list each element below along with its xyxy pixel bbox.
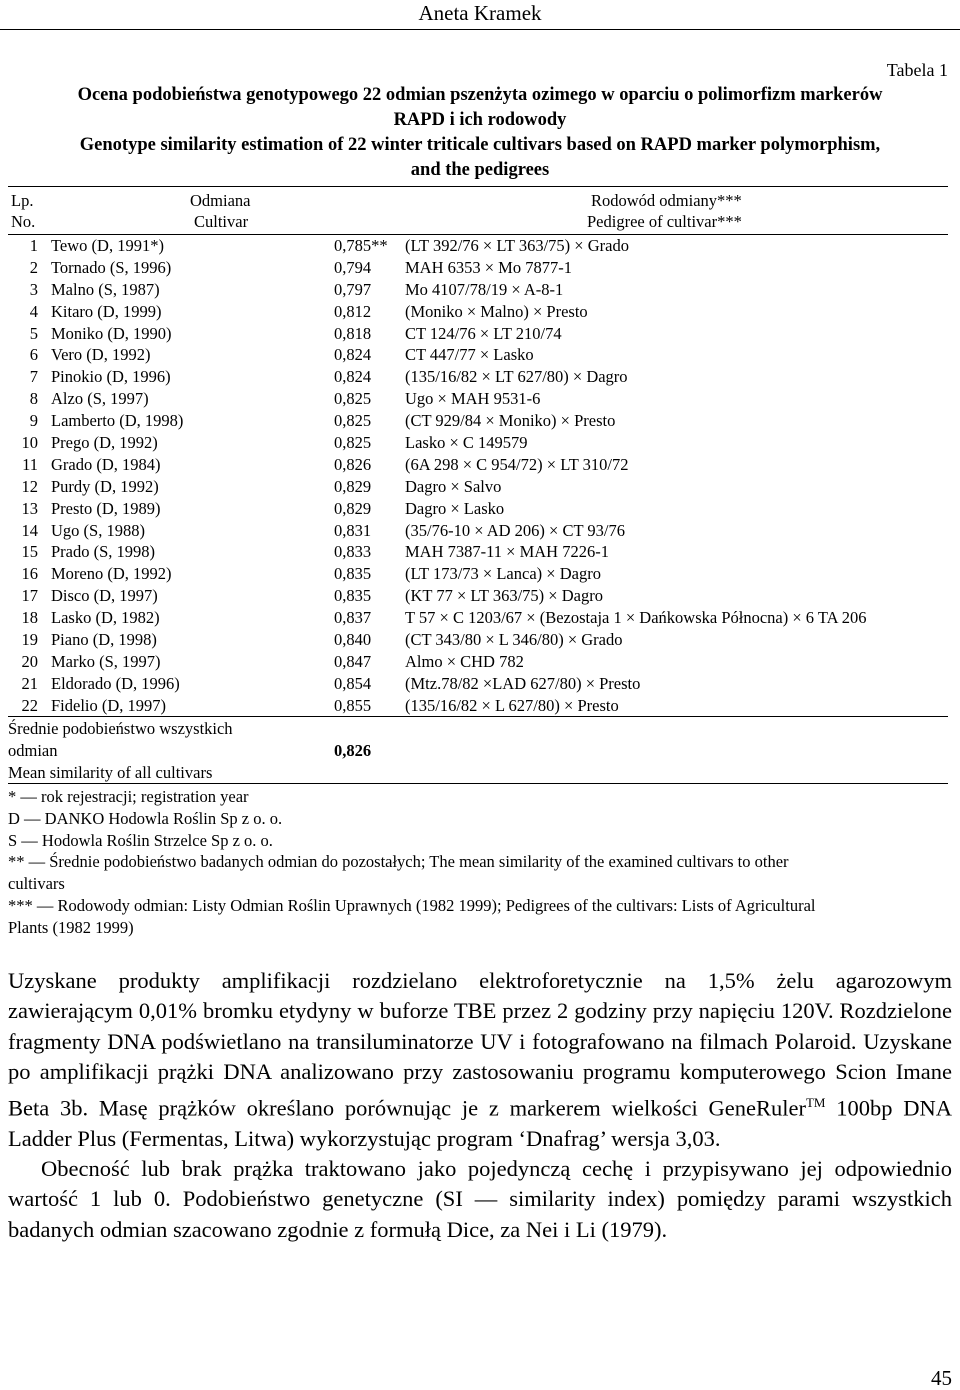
row-number: 1 — [29, 236, 38, 255]
header-odmiana: Odmiana — [190, 191, 251, 210]
row-cultivar: Malno (S, 1987) — [51, 279, 160, 299]
row-number: 17 — [21, 586, 38, 606]
footnote: S — Hodowla Roślin Strzelce Sp z o. o. — [8, 830, 273, 850]
row-pedigree: (Mtz.78/82 ×LAD 627/80) × Presto — [405, 673, 641, 693]
row-number: 9 — [29, 411, 38, 431]
row-number: 10 — [21, 433, 38, 453]
row-number: 11 — [22, 454, 38, 474]
row-cultivar: Marko (S, 1997) — [51, 651, 161, 671]
row-cultivar: Pinokio (D, 1996) — [51, 367, 171, 387]
row-similarity: 0,825 — [334, 389, 372, 409]
row-similarity: 0,835 — [334, 586, 372, 606]
table-row — [8, 498, 953, 520]
table-row — [8, 432, 953, 454]
row-similarity: 0,826 — [334, 454, 372, 474]
row-pedigree: (KT 77 × LT 363/75) × Dagro — [405, 586, 603, 606]
row-similarity: 0,840 — [334, 630, 372, 650]
table-body — [8, 235, 953, 717]
row-cultivar: Moreno (D, 1992) — [51, 564, 172, 584]
header-rodowod: Rodowód odmiany*** — [591, 191, 742, 210]
row-cultivar: Grado (D, 1984) — [51, 454, 161, 474]
row-similarity: 0,794 — [334, 257, 372, 277]
row-number: 14 — [21, 520, 38, 540]
row-cultivar: Lasko (D, 1982) — [51, 608, 160, 628]
row-number: 6 — [29, 345, 38, 365]
row-similarity: 0,785** — [334, 236, 388, 255]
paragraph-text: 100bp DNA Ladder Plus (Fermentas, Litwa) wykorzystując program ‘Dnafrag’ wersja 3,03. — [8, 1095, 953, 1151]
table-row — [8, 344, 953, 366]
row-similarity: 0,797 — [334, 279, 372, 299]
row-pedigree: (Moniko × Malno) × Presto — [405, 301, 588, 321]
row-cultivar: Moniko (D, 1990) — [51, 323, 172, 343]
row-number: 5 — [29, 323, 38, 343]
mean-value: 0,826 — [334, 741, 372, 760]
row-cultivar: Disco (D, 1997) — [51, 586, 158, 606]
row-pedigree: T 57 × C 1203/67 × (Bezostaja 1 × Dańkowska Północna) × 6 TA 206 — [405, 608, 867, 628]
header-no: No. — [11, 212, 36, 231]
footnote: D — DANKO Hodowla Roślin Sp z o. o. — [8, 808, 283, 828]
row-cultivar: Lamberto (D, 1998) — [51, 411, 184, 431]
row-cultivar: Eldorado (D, 1996) — [51, 673, 180, 693]
row-similarity: 0,825 — [334, 411, 372, 431]
table-row — [8, 257, 953, 279]
row-cultivar: Prado (S, 1998) — [51, 542, 156, 562]
row-similarity: 0,855 — [334, 695, 372, 715]
table-row — [8, 629, 953, 651]
row-similarity: 0,847 — [334, 651, 372, 671]
table-row — [8, 476, 953, 498]
table-row — [8, 607, 953, 629]
table-row — [8, 366, 953, 388]
row-similarity: 0,812 — [334, 301, 372, 321]
row-similarity: 0,831 — [334, 520, 372, 540]
row-cultivar: Vero (D, 1992) — [51, 345, 151, 365]
row-pedigree: (LT 173/73 × Lanca) × Dagro — [405, 564, 601, 584]
row-number: 15 — [21, 542, 38, 562]
body-text — [8, 966, 952, 1245]
row-similarity: 0,829 — [334, 498, 372, 518]
row-cultivar: Ugo (S, 1988) — [51, 520, 145, 540]
table-row — [8, 301, 953, 323]
row-pedigree: CT 124/76 × LT 210/74 — [405, 323, 562, 343]
row-cultivar: Fidelio (D, 1997) — [51, 695, 167, 715]
row-pedigree: Dagro × Salvo — [405, 476, 502, 496]
row-pedigree: Dagro × Lasko — [405, 498, 505, 518]
row-number: 19 — [21, 630, 38, 650]
table-row — [8, 279, 953, 301]
header-cultivar: Cultivar — [194, 212, 249, 231]
row-similarity: 0,854 — [334, 673, 372, 693]
table-row — [8, 695, 953, 717]
row-pedigree: MAH 6353 × Mo 7877-1 — [405, 257, 572, 277]
table-title — [0, 83, 960, 183]
row-number: 12 — [21, 476, 38, 496]
footnote: cultivars — [8, 874, 65, 894]
footnote: *** — Rodowody odmian: Listy Odmian Roślin Uprawnych (1982 1999); Pedigrees of the cultivars: Lists of Agricultural — [8, 895, 816, 915]
row-similarity: 0,818 — [334, 323, 372, 343]
row-pedigree: Almo × CHD 782 — [405, 651, 524, 671]
row-number: 2 — [29, 257, 38, 277]
table-title-line: Ocena podobieństwa genotypowego 22 odmian pszenżyta ozimego w oparciu o polimorfizm markerów — [77, 85, 883, 105]
row-number: 4 — [29, 301, 38, 321]
row-similarity: 0,825 — [334, 433, 372, 453]
row-pedigree: CT 447/77 × Lasko — [405, 345, 534, 365]
row-pedigree: MAH 7387-11 × MAH 7226-1 — [405, 542, 609, 562]
table-body-rule — [8, 716, 948, 717]
table-row — [8, 388, 953, 410]
row-pedigree: (CT 929/84 × Moniko) × Presto — [405, 411, 616, 431]
page-number: 45 — [931, 1366, 952, 1390]
row-cultivar: Piano (D, 1998) — [51, 630, 157, 650]
row-pedigree: (35/76-10 × AD 206) × CT 93/76 — [405, 520, 625, 540]
row-number: 20 — [21, 651, 38, 671]
table-row — [8, 323, 953, 345]
row-pedigree: Mo 4107/78/19 × A-8-1 — [405, 279, 564, 299]
row-similarity: 0,829 — [334, 476, 372, 496]
running-header-author: Aneta Kramek — [418, 1, 542, 25]
row-number: 13 — [21, 498, 38, 518]
mean-label-en: Mean similarity of all cultivars — [8, 763, 213, 782]
table-top-rule — [8, 186, 948, 187]
table-title-line: Genotype similarity estimation of 22 winter triticale cultivars based on RAPD marker polymorphism, — [79, 135, 881, 155]
row-pedigree: (LT 392/76 × LT 363/75) × Grado — [405, 236, 629, 255]
footnote: ** — Średnie podobieństwo badanych odmian do pozostałych; The mean similarity of the examined cultivars to other — [8, 852, 789, 872]
row-pedigree: Lasko × C 149579 — [405, 433, 528, 453]
row-pedigree: (CT 343/80 × L 346/80) × Grado — [405, 630, 623, 650]
table-row — [8, 673, 953, 695]
table-row — [8, 585, 953, 607]
header-rule — [0, 29, 960, 30]
table-footnotes — [8, 786, 953, 939]
row-pedigree: Ugo × MAH 9531-6 — [405, 389, 541, 409]
table-row — [8, 235, 953, 257]
table-title-line: and the pedigrees — [410, 160, 550, 180]
table-row — [8, 651, 953, 673]
row-similarity: 0,824 — [334, 345, 372, 365]
row-similarity: 0,835 — [334, 564, 372, 584]
table-title-line: RAPD i ich rodowody — [393, 110, 567, 130]
mean-label-pl-cont: odmian — [8, 741, 58, 760]
table-row — [8, 454, 953, 476]
row-similarity: 0,833 — [334, 542, 372, 562]
row-number: 18 — [21, 608, 38, 628]
paragraph-text: Uzyskane produkty amplifikacji rozdzielano elektroforetycznie na 1,5% żelu agarozowym zawierającym 0,01% bromku etydyny w buforze TBE przez 2 godziny przy napięciu 120V. Rozdzielone fragmenty DNA podświetlano na transiluminatorze UV i fotografowano na filmach Polaroid. Uzyskane po amplifikacji prążki DNA analizowano przy zastosowaniu programu komputerowego Scion Imane Beta 3b. Masę prążków określano porównując je z markerem wielkości GeneRuler — [8, 968, 952, 1121]
row-cultivar: Alzo (S, 1997) — [51, 389, 149, 409]
row-number: 8 — [29, 389, 38, 409]
table-row — [8, 563, 953, 585]
row-cultivar: Prego (D, 1992) — [51, 433, 158, 453]
paragraph: Obecność lub brak prążka traktowano jako pojedynczą cechę i przypisywano jej odpowiednio wartość 1 lub 0. Podobieństwo genetyczne (SI — similarity index) pomiędzy parami wszystkich badanych odmian szacowano zgodnie z formułą Dice, za Nei i Li (1979). — [8, 1155, 952, 1242]
row-number: 7 — [29, 367, 38, 387]
row-pedigree: (135/16/82 × L 627/80) × Presto — [405, 695, 619, 715]
row-similarity: 0,824 — [334, 367, 372, 387]
row-cultivar: Purdy (D, 1992) — [51, 476, 159, 496]
table-row — [8, 410, 953, 432]
footnote: * — rok rejestracji; registration year — [8, 787, 249, 806]
table-label: Tabela 1 — [886, 60, 948, 80]
row-pedigree: (6A 298 × C 954/72) × LT 310/72 — [405, 454, 629, 474]
footnote: Plants (1982 1999) — [8, 917, 134, 937]
table-bottom-rule — [8, 783, 948, 784]
row-number: 22 — [21, 695, 38, 715]
mean-label-pl: Średnie podobieństwo wszystkich — [8, 719, 233, 738]
paragraph — [8, 966, 952, 1154]
row-cultivar: Presto (D, 1989) — [51, 498, 161, 518]
row-cultivar: Tornado (S, 1996) — [51, 257, 172, 277]
row-pedigree: (135/16/82 × LT 627/80) × Dagro — [405, 367, 628, 387]
row-number: 16 — [21, 564, 38, 584]
row-number: 21 — [21, 673, 38, 693]
header-lp: Lp. — [11, 191, 34, 210]
table-row — [8, 541, 953, 563]
table-row — [8, 520, 953, 542]
trademark-superscript: TM — [805, 1094, 826, 1110]
row-similarity: 0,837 — [334, 608, 372, 628]
row-cultivar: Tewo (D, 1991*) — [51, 236, 164, 255]
header-pedigree: Pedigree of cultivar*** — [587, 212, 742, 231]
row-cultivar: Kitaro (D, 1999) — [51, 301, 162, 321]
row-number: 3 — [29, 279, 38, 299]
